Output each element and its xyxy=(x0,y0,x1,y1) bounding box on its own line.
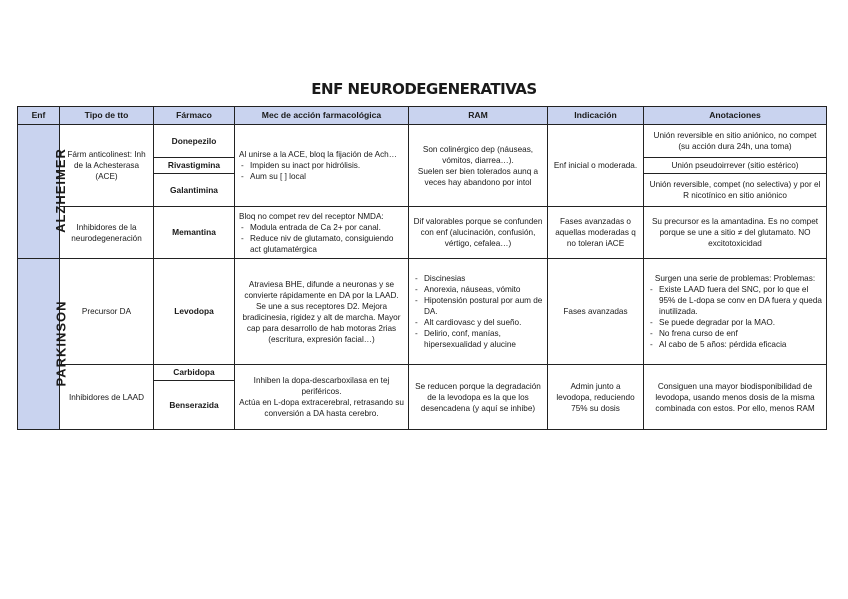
anot-cell: Consiguen una mayor biodisponibilidad de levodopa, usando menos dosis de la misma combinada con estos. Por ello, menos RAM xyxy=(644,365,827,430)
anot-cell: Unión reversible en sitio aniónico, no compet (su acción dura 24h, una toma) xyxy=(644,125,827,158)
header-indicacion: Indicación xyxy=(548,107,644,125)
mec-cell: Bloq no compet rev del receptor NMDA: - Modula entrada de Ca 2+ por canal. - Reduce niv de glutamato, consiguiendo act glutamatérgica xyxy=(235,207,409,259)
list-item: - Existe LAAD fuera del SNC, por lo que el 95% de L-dopa se conv en DA fuera y queda inutilizada. xyxy=(659,284,822,317)
anot-cell: Unión reversible, compet (no selectiva) y por el R nicotínico en sitio aniónico xyxy=(644,174,827,207)
indicacion-cell: Fases avanzadas xyxy=(548,259,644,365)
drug-name: Rivastigmina xyxy=(154,158,235,174)
mec-cell: Al unirse a la ACE, bloq la fijación de Ach… - Impiden su inact por hidrólisis. - Aum su [ ] local xyxy=(235,125,409,207)
ram-cell: Son colinérgico dep (náuseas, vómitos, diarrea…). Suelen ser bien tolerados aunq a veces hay abandono por intol xyxy=(409,125,548,207)
list-item: - Anorexia, náuseas, vómito xyxy=(424,284,543,295)
header-ram: RAM xyxy=(409,107,548,125)
drug-name: Donepezilo xyxy=(154,125,235,158)
table-row xyxy=(18,207,827,259)
drug-name: Benserazida xyxy=(154,381,235,430)
table-row xyxy=(18,259,827,365)
drug-name: Carbidopa xyxy=(154,365,235,381)
ram-cell xyxy=(409,259,548,365)
anot-cell: Su precursor es la amantadina. Es no compet porque se une a sitio ≠ del glutamato. NO excitotoxicidad xyxy=(644,207,827,259)
list-item: - Hipotensión postural por aum de DA. xyxy=(424,295,543,317)
list-item: - Delirio, conf, manías, hipersexualidad y alucine xyxy=(424,328,543,350)
page-title: ENF NEURODEGENERATIVAS xyxy=(311,80,537,98)
list-item: - Al cabo de 5 años: pérdida eficacia xyxy=(659,339,822,350)
drug-name: Galantimina xyxy=(154,174,235,207)
list-item: - Alt cardiovasc y del sueño. xyxy=(424,317,543,328)
header-row xyxy=(18,107,827,125)
header-enf: Enf xyxy=(18,107,60,125)
table-row xyxy=(18,365,827,381)
disease-label-alzheimer: ALZHEIMER xyxy=(18,125,60,259)
list-item: - No frena curso de enf xyxy=(659,328,822,339)
header-mec: Mec de acción farmacológica xyxy=(235,107,409,125)
list-item: - Discinesias xyxy=(424,273,543,284)
anot-cell: Surgen una serie de problemas: Problemas: - Existe LAAD fuera del SNC, por lo que el 95% de L-dopa se conv en DA fuera y queda inutilizada. - Se puede degradar por la MAO. - No frena curso de enf - Al cabo de 5 años: pérdida eficacia xyxy=(644,259,827,365)
list-item: - Se puede degradar por la MAO. xyxy=(659,317,822,328)
list-item: - Modula entrada de Ca 2+ por canal. xyxy=(250,222,404,233)
tipo-cell: Fárm anticolinest: Inh de la Achesterasa (ACE) xyxy=(60,125,154,207)
mec-cell: Atraviesa BHE, difunde a neuronas y se convierte rápidamente en DA por la LAAD. Se une a sus receptores D2. Mejora bradicinesia, rigidez y alt de marcha. Mayor cap para desarrollo de hab motoras 2rias (escritura, expresión facial…) xyxy=(235,259,409,365)
table-row xyxy=(18,125,827,158)
header-farmaco: Fármaco xyxy=(154,107,235,125)
list-item: - Reduce niv de glutamato, consiguiendo act glutamatérgica xyxy=(250,233,404,255)
list-item: - Aum su [ ] local xyxy=(250,171,404,182)
ram-cell: Se reducen porque la degradación de la levodopa es la que los desencadena (y aquí se inhibe) xyxy=(409,365,548,430)
disease-label-parkinson: PARKINSON xyxy=(18,259,60,430)
tipo-cell: Precursor DA xyxy=(60,259,154,365)
anot-cell: Unión pseudoirrever (sitio estérico) xyxy=(644,158,827,174)
ram-cell: Dif valorables porque se confunden con enf (alucinación, confusión, vértigo, cefalea…) xyxy=(409,207,548,259)
indicacion-cell: Enf inicial o moderada. xyxy=(548,125,644,207)
indicacion-cell: Admin junto a levodopa, reduciendo 75% su dosis xyxy=(548,365,644,430)
drug-name: Levodopa xyxy=(154,259,235,365)
list-item: - Impiden su inact por hidrólisis. xyxy=(250,160,404,171)
drug-name: Memantina xyxy=(154,207,235,259)
header-tipo: Tipo de tto xyxy=(60,107,154,125)
tipo-cell: Inhibidores de la neurodegeneración xyxy=(60,207,154,259)
header-anotaciones: Anotaciones xyxy=(644,107,827,125)
tipo-cell: Inhibidores de LAAD xyxy=(60,365,154,430)
mec-cell: Inhiben la dopa-descarboxilasa en tej periféricos. Actúa en L-dopa extracerebral, retrasando su conversión a DA hasta cerebro. xyxy=(235,365,409,430)
indicacion-cell: Fases avanzadas o aquellas moderadas q no toleran iACE xyxy=(548,207,644,259)
drug-table xyxy=(17,106,827,430)
